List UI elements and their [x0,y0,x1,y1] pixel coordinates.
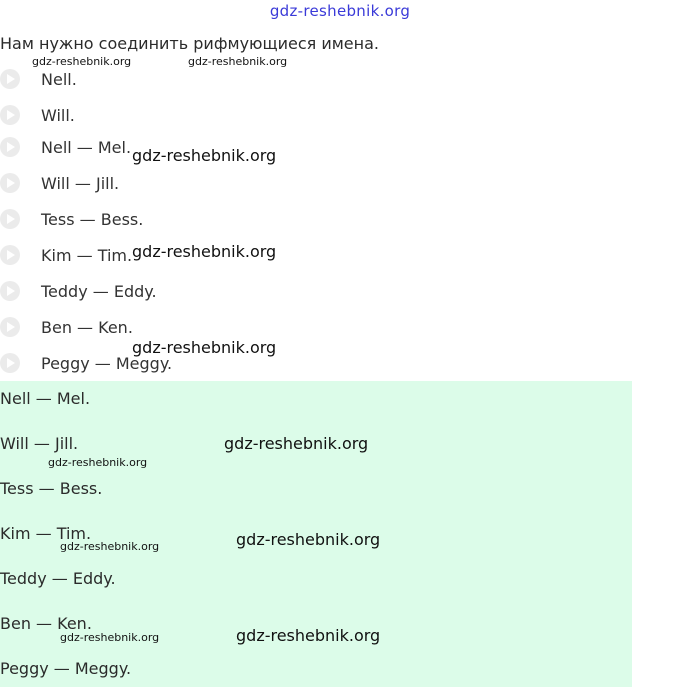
audio-list-item [0,276,157,306]
intro-text: Нам нужно соединить рифмующиеся имена. [0,34,379,53]
audio-list-item [0,240,133,270]
watermark: gdz-reshebnik.org [60,540,160,553]
audio-item-text: Teddy — Eddy. [41,281,157,301]
audio-item-text: Tess — Bess. [41,209,144,229]
audio-list-item [0,64,77,94]
play-icon[interactable] [0,137,20,157]
play-icon[interactable] [0,105,20,125]
watermark: gdz-reshebnik.org [236,626,381,645]
answer-line: Tess — Bess. [0,479,103,498]
audio-list-item [0,100,75,130]
audio-list-item [0,168,120,198]
watermark: gdz-reshebnik.org [132,242,277,261]
answer-line: Teddy — Eddy. [0,569,116,588]
audio-item-text: Will. [41,105,75,125]
answer-line: Peggy — Meggy. [0,659,132,678]
watermark: gdz-reshebnik.org [132,146,277,165]
play-icon[interactable] [0,69,20,89]
watermark: gdz-reshebnik.org [32,55,132,68]
audio-item-text: Kim — Tim. [41,245,133,265]
play-icon[interactable] [0,353,20,373]
answer-line: Nell — Mel. [0,389,91,408]
audio-list-item [0,204,144,234]
audio-item-text: Nell. [41,69,77,89]
answer-line: Will — Jill. [0,434,79,453]
watermark: gdz-reshebnik.org [48,456,148,469]
play-icon[interactable] [0,245,20,265]
audio-item-text: Will — Jill. [41,173,120,193]
play-icon[interactable] [0,281,20,301]
watermark: gdz-reshebnik.org [224,434,369,453]
answer-line: Ben — Ken. [0,614,92,633]
audio-item-text: Nell — Mel. [41,137,132,157]
watermark: gdz-reshebnik.org [60,631,160,644]
answer-line: Kim — Tim. [0,524,92,543]
audio-list-item [0,132,132,162]
audio-item-text: Peggy — Meggy. [41,353,173,373]
watermark: gdz-reshebnik.org [188,55,288,68]
play-icon[interactable] [0,317,20,337]
audio-item-text: Ben — Ken. [41,317,133,337]
play-icon[interactable] [0,173,20,193]
watermark: gdz-reshebnik.org [132,338,277,357]
watermark: gdz-reshebnik.org [236,530,381,549]
audio-list-item [0,348,173,378]
play-icon[interactable] [0,209,20,229]
header-watermark: gdz-reshebnik.org [269,2,411,20]
audio-list-item [0,312,133,342]
